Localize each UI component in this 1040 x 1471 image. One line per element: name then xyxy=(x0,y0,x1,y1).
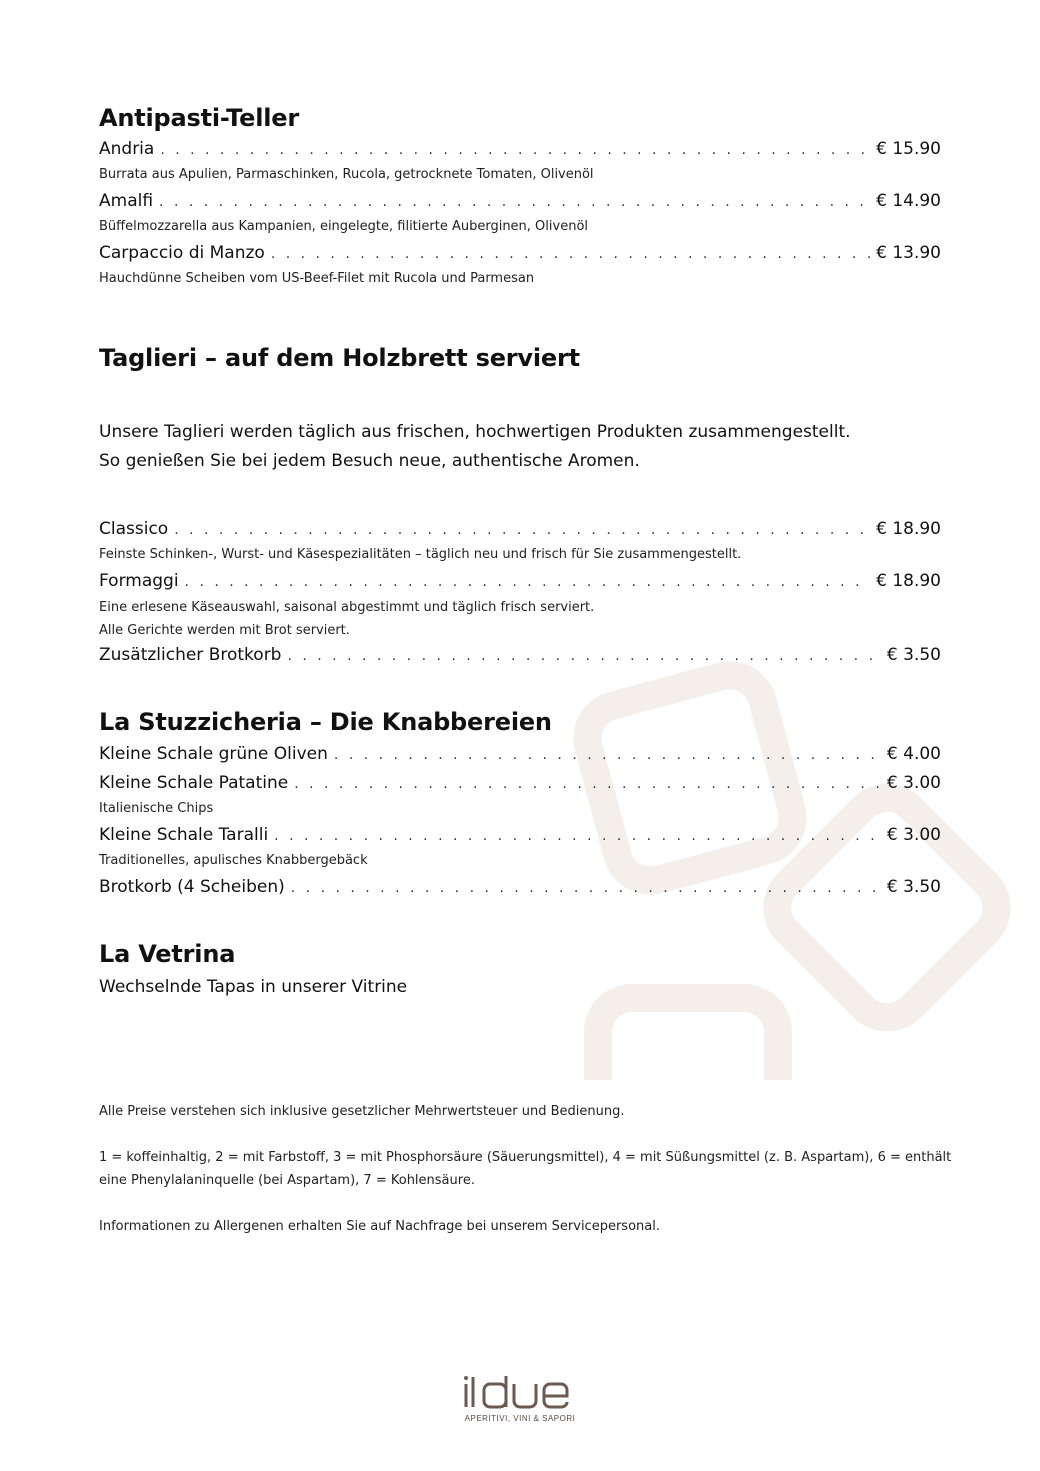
item-name: Kleine Schale Taralli xyxy=(99,825,269,845)
dot-leader xyxy=(160,137,870,163)
item-price: € 13.90 xyxy=(876,243,941,263)
additives-note: 1 = koffeinhaltig, 2 = mit Farbstoff, 3 = mit Phosphorsäure (Säuerungsmittel), 4 = mit Süßungsmittel (z. B. Aspartam), 6 = enthält eine Phenylalaninquelle (bei Aspartam), 7 = Kohlensäure. xyxy=(99,1150,952,1188)
menu-item-brotkorb xyxy=(99,874,941,900)
dot-leader xyxy=(287,643,880,669)
menu-item-extra-bread xyxy=(99,642,941,668)
intro-line: So genießen Sie bei jedem Besuch neue, authentische Aromen. xyxy=(99,451,640,471)
section-title: Antipasti-Teller xyxy=(99,104,299,132)
dot-leader xyxy=(159,189,870,215)
item-price: € 3.50 xyxy=(886,877,941,897)
menu-item-patatine xyxy=(99,770,941,796)
dot-leader xyxy=(174,517,870,543)
section-title: Taglieri – auf dem Holzbrett serviert xyxy=(99,344,580,372)
dot-leader xyxy=(271,241,870,267)
item-name: Andria xyxy=(99,139,155,159)
item-name: Brotkorb (4 Scheiben) xyxy=(99,877,285,897)
menu-item-formaggi xyxy=(99,568,941,594)
section-stuzzicheria xyxy=(99,706,941,900)
item-description: Hauchdünne Scheiben vom US-Beef-Filet mit Rucola und Parmesan xyxy=(99,271,535,286)
item-name: Amalfi xyxy=(99,191,154,211)
menu-item-olives xyxy=(99,741,941,770)
item-description: Feinste Schinken-, Wurst- und Käsespezialitäten – täglich neu und frisch für Sie zusammengestellt. xyxy=(99,547,742,562)
item-price: € 18.90 xyxy=(876,571,941,591)
item-description: Burrata aus Apulien, Parmaschinken, Rucola, getrocknete Tomaten, Olivenöl xyxy=(99,167,594,182)
dot-leader xyxy=(291,875,881,901)
section-title: La Stuzzicheria – Die Knabbereien xyxy=(99,708,552,736)
item-name: Kleine Schale Patatine xyxy=(99,773,289,793)
logo-tagline: APERITIVI, VINI & SAPORI xyxy=(464,1414,576,1423)
dot-leader xyxy=(334,742,881,768)
menu-item-amalfi xyxy=(99,188,941,214)
section-vetrina xyxy=(99,938,941,1000)
logo-wordmark-graphic xyxy=(462,1374,578,1410)
item-description: Traditionelles, apulisches Knabbergebäck xyxy=(99,853,368,868)
item-note: Alle Gerichte werden mit Brot serviert. xyxy=(99,623,350,638)
item-name: Zusätzlicher Brotkorb xyxy=(99,645,282,665)
section-text: Wechselnde Tapas in unserer Vitrine xyxy=(99,977,408,997)
section-taglieri xyxy=(99,342,941,668)
vat-note: Alle Preise verstehen sich inklusive gesetzlicher Mehrwertsteuer und Bedienung. xyxy=(99,1104,625,1119)
brand-logo xyxy=(462,1374,578,1426)
menu-content xyxy=(99,100,952,1238)
dot-leader xyxy=(294,771,881,797)
dot-leader xyxy=(274,823,881,849)
dot-leader xyxy=(185,569,871,595)
item-price: € 3.50 xyxy=(886,645,941,665)
menu-item-andria xyxy=(99,136,941,162)
item-name: Formaggi xyxy=(99,571,179,591)
menu-item-carpaccio xyxy=(99,240,941,266)
item-name: Carpaccio di Manzo xyxy=(99,243,265,263)
section-title: La Vetrina xyxy=(99,940,236,968)
item-price: € 15.90 xyxy=(876,139,941,159)
footer-notes xyxy=(99,1100,969,1238)
item-name: Classico xyxy=(99,519,169,539)
intro-line: Unsere Taglieri werden täglich aus frischen, hochwertigen Produkten zusammengestellt. xyxy=(99,422,851,442)
item-description: Eine erlesene Käseauswahl, saisonal abgestimmt und täglich frisch serviert. xyxy=(99,600,595,615)
section-intro xyxy=(99,418,941,476)
item-description: Büffelmozzarella aus Kampanien, eingelegte, filitierte Auberginen, Olivenöl xyxy=(99,219,589,234)
item-price: € 14.90 xyxy=(876,191,941,211)
allergens-note: Informationen zu Allergenen erhalten Sie auf Nachfrage bei unserem Servicepersonal. xyxy=(99,1219,660,1234)
item-price: € 4.00 xyxy=(886,744,941,764)
menu-item-classico xyxy=(99,516,941,542)
item-price: € 3.00 xyxy=(886,825,941,845)
item-price: € 18.90 xyxy=(876,519,941,539)
item-name: Kleine Schale grüne Oliven xyxy=(99,744,328,764)
item-price: € 3.00 xyxy=(886,773,941,793)
item-description: Italienische Chips xyxy=(99,801,214,816)
section-antipasti xyxy=(99,102,941,292)
menu-item-taralli xyxy=(99,822,941,848)
